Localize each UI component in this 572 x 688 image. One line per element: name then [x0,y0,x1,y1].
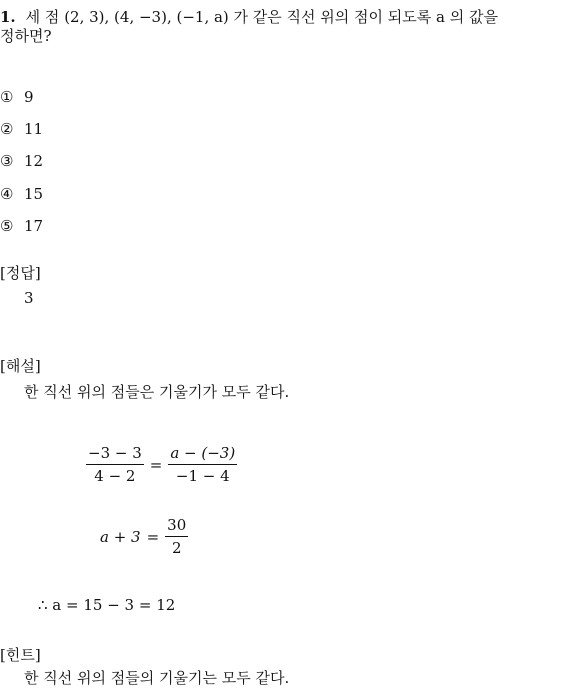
solution-text: 한 직선 위의 점들은 기울기가 모두 같다. [24,383,290,401]
equation-2 [100,516,188,557]
choice-4-value: 15 [24,185,44,203]
eq1-lhs-fraction [86,444,144,485]
choice-2-value: 11 [24,120,44,138]
choice-2[interactable] [0,120,43,138]
choice-5-mark: ⑤ [0,217,14,235]
eq1-lhs-numerator: −3 − 3 [86,444,144,465]
eq1-rhs-numerator: a − (−3) [168,444,237,465]
eq2-rhs-denominator: 2 [171,539,182,557]
eq2-equals: = [146,527,160,546]
choice-3[interactable] [0,152,43,170]
choice-1-value: 9 [24,88,34,106]
question-line-1 [0,2,498,32]
choice-2-mark: ② [0,120,14,138]
choice-3-mark: ③ [0,152,14,170]
choice-5-value: 17 [24,217,44,235]
answer-value: 3 [24,289,34,307]
eq2-rhs-fraction [165,516,188,557]
eq2-lhs: a + 3 [100,527,141,546]
hint-label: [힌트] [0,646,41,664]
equation-1 [86,444,237,485]
choice-3-value: 12 [24,152,44,170]
choice-4-mark: ④ [0,185,14,203]
eq1-rhs-denominator: −1 − 4 [175,467,230,485]
eq2-rhs-numerator: 30 [165,516,188,537]
eq1-equals: = [149,455,163,474]
question-number: 1. [0,8,16,26]
question-line-2: 정하면? [0,27,52,45]
eq1-lhs-denominator: 4 − 2 [94,467,136,485]
choice-4[interactable] [0,185,43,203]
eq1-rhs-fraction [168,444,237,485]
choice-1-mark: ① [0,88,14,106]
question-text: 세 점 (2, 3), (4, −3), (−1, a) 가 같은 직선 위의 점이 되도록 a 의 값을 [25,8,498,26]
choice-5[interactable] [0,217,43,235]
answer-label: [정답] [0,264,41,282]
equation-3: ∴ a = 15 − 3 = 12 [38,596,176,614]
choice-1[interactable] [0,88,34,106]
solution-label: [해설] [0,357,41,375]
hint-text: 한 직선 위의 점들의 기울기는 모두 같다. [24,669,290,687]
